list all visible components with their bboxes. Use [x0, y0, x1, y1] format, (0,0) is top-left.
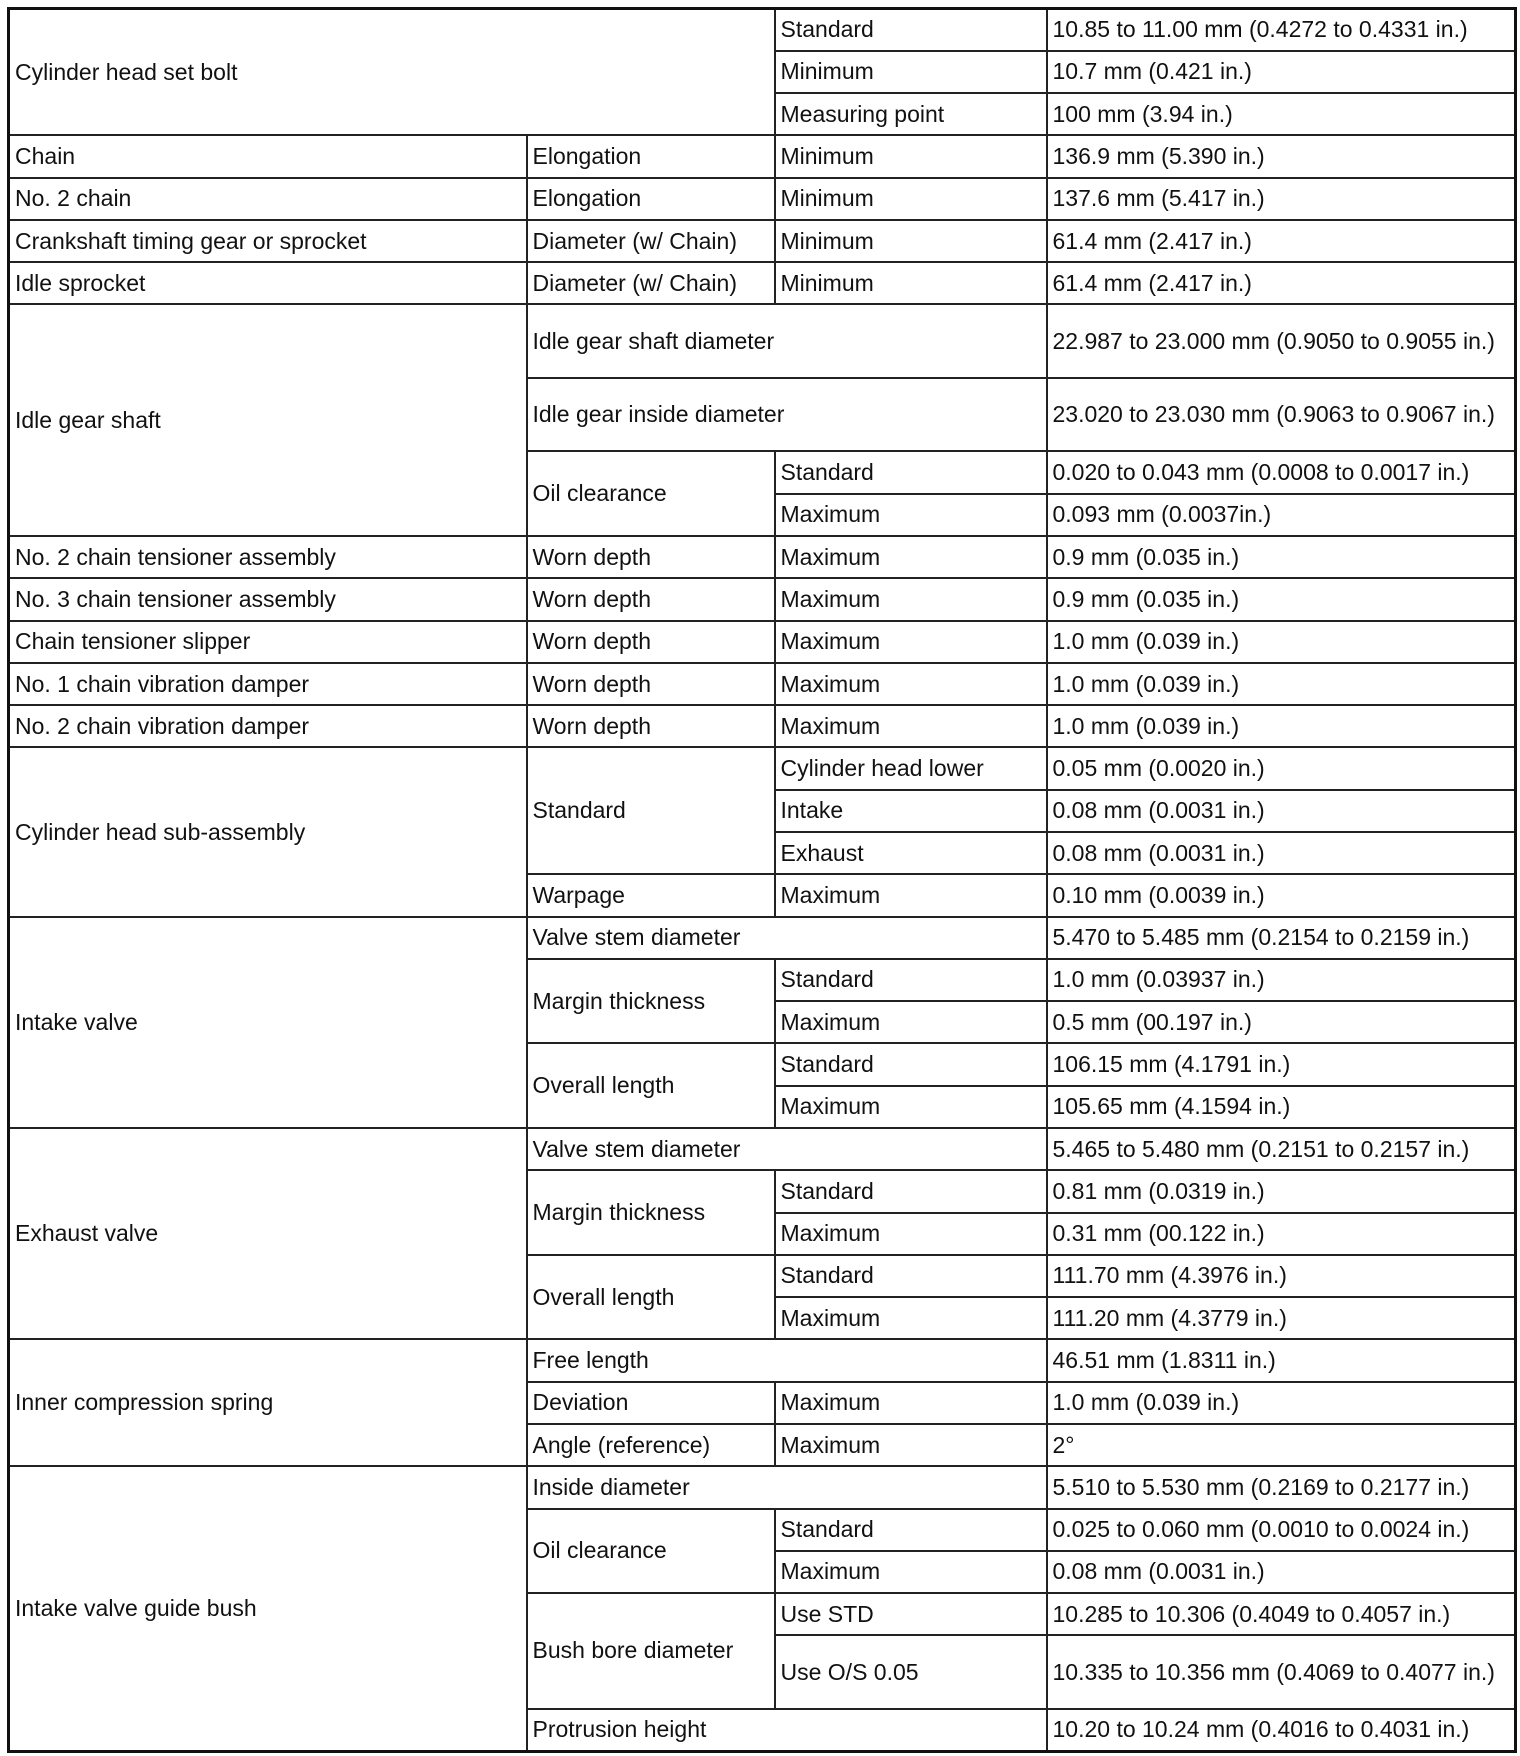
sub-cell: Overall length: [527, 1043, 775, 1128]
sub-cell: Deviation: [527, 1382, 775, 1424]
value-cell: 0.31 mm (00.122 in.): [1047, 1213, 1516, 1255]
type-cell: Maximum: [775, 1086, 1047, 1128]
item-cell: Cylinder head sub-assembly: [9, 747, 527, 916]
type-cell: Standard: [775, 9, 1047, 51]
type-cell: Maximum: [775, 1001, 1047, 1043]
table-row: [9, 304, 1516, 378]
type-cell: Maximum: [775, 1424, 1047, 1466]
value-cell: 2°: [1047, 1424, 1516, 1466]
value-cell: 105.65 mm (4.1594 in.): [1047, 1086, 1516, 1128]
sub-cell: Worn depth: [527, 705, 775, 747]
table-row: [9, 1339, 1516, 1381]
sub-cell: Protrusion height: [527, 1709, 1047, 1752]
item-cell: Intake valve guide bush: [9, 1466, 527, 1751]
value-cell: 0.08 mm (0.0031 in.): [1047, 1551, 1516, 1593]
sub-cell: Worn depth: [527, 536, 775, 578]
sub-cell: Idle gear inside diameter: [527, 378, 1047, 452]
value-cell: 10.285 to 10.306 (0.4049 to 0.4057 in.): [1047, 1593, 1516, 1635]
type-cell: Standard: [775, 1255, 1047, 1297]
table-row: [9, 262, 1516, 304]
table-row: [9, 578, 1516, 620]
item-cell: No. 2 chain vibration damper: [9, 705, 527, 747]
sub-cell: Margin thickness: [527, 959, 775, 1044]
type-cell: Standard: [775, 1170, 1047, 1212]
item-cell: Idle sprocket: [9, 262, 527, 304]
value-cell: 61.4 mm (2.417 in.): [1047, 262, 1516, 304]
type-cell: Maximum: [775, 578, 1047, 620]
value-cell: 10.20 to 10.24 mm (0.4016 to 0.4031 in.): [1047, 1709, 1516, 1752]
value-cell: 0.10 mm (0.0039 in.): [1047, 874, 1516, 916]
value-cell: 0.5 mm (00.197 in.): [1047, 1001, 1516, 1043]
item-cell: Intake valve: [9, 917, 527, 1128]
value-cell: 137.6 mm (5.417 in.): [1047, 178, 1516, 220]
type-cell: Maximum: [775, 621, 1047, 663]
type-cell: Minimum: [775, 178, 1047, 220]
type-cell: Use O/S 0.05: [775, 1635, 1047, 1709]
type-cell: Minimum: [775, 220, 1047, 262]
sub-cell: Valve stem diameter: [527, 917, 1047, 959]
value-cell: 10.335 to 10.356 mm (0.4069 to 0.4077 in.): [1047, 1635, 1516, 1709]
value-cell: 0.093 mm (0.0037in.): [1047, 494, 1516, 536]
value-cell: 23.020 to 23.030 mm (0.9063 to 0.9067 in.): [1047, 378, 1516, 452]
item-cell: Idle gear shaft: [9, 304, 527, 536]
table-row: [9, 747, 1516, 789]
value-cell: 22.987 to 23.000 mm (0.9050 to 0.9055 in.): [1047, 304, 1516, 378]
sub-cell: Warpage: [527, 874, 775, 916]
value-cell: 1.0 mm (0.039 in.): [1047, 663, 1516, 705]
item-cell: No. 1 chain vibration damper: [9, 663, 527, 705]
sub-cell: Worn depth: [527, 621, 775, 663]
type-cell: Maximum: [775, 536, 1047, 578]
type-cell: Maximum: [775, 1382, 1047, 1424]
table-row: [9, 9, 1516, 51]
table-row: [9, 663, 1516, 705]
value-cell: 0.020 to 0.043 mm (0.0008 to 0.0017 in.): [1047, 451, 1516, 493]
type-cell: Maximum: [775, 663, 1047, 705]
type-cell: Exhaust: [775, 832, 1047, 874]
sub-cell: Bush bore diameter: [527, 1593, 775, 1709]
value-cell: 0.05 mm (0.0020 in.): [1047, 747, 1516, 789]
sub-cell: Diameter (w/ Chain): [527, 220, 775, 262]
value-cell: 5.465 to 5.480 mm (0.2151 to 0.2157 in.): [1047, 1128, 1516, 1170]
item-cell: Cylinder head set bolt: [9, 9, 775, 136]
table-row: [9, 178, 1516, 220]
value-cell: 10.7 mm (0.421 in.): [1047, 51, 1516, 93]
item-cell: Exhaust valve: [9, 1128, 527, 1339]
sub-cell: Elongation: [527, 178, 775, 220]
value-cell: 0.9 mm (0.035 in.): [1047, 578, 1516, 620]
sub-cell: Standard: [527, 747, 775, 874]
value-cell: 61.4 mm (2.417 in.): [1047, 220, 1516, 262]
type-cell: Minimum: [775, 51, 1047, 93]
sub-cell: Oil clearance: [527, 1509, 775, 1594]
value-cell: 0.08 mm (0.0031 in.): [1047, 832, 1516, 874]
sub-cell: Elongation: [527, 135, 775, 177]
value-cell: 0.9 mm (0.035 in.): [1047, 536, 1516, 578]
value-cell: 0.025 to 0.060 mm (0.0010 to 0.0024 in.): [1047, 1509, 1516, 1551]
sub-cell: Inside diameter: [527, 1466, 1047, 1508]
sub-cell: Free length: [527, 1339, 1047, 1381]
value-cell: 46.51 mm (1.8311 in.): [1047, 1339, 1516, 1381]
type-cell: Intake: [775, 790, 1047, 832]
item-cell: Crankshaft timing gear or sprocket: [9, 220, 527, 262]
sub-cell: Oil clearance: [527, 451, 775, 536]
value-cell: 106.15 mm (4.1791 in.): [1047, 1043, 1516, 1085]
sub-cell: Overall length: [527, 1255, 775, 1340]
type-cell: Maximum: [775, 1551, 1047, 1593]
item-cell: Inner compression spring: [9, 1339, 527, 1466]
value-cell: 0.08 mm (0.0031 in.): [1047, 790, 1516, 832]
value-cell: 111.20 mm (4.3779 in.): [1047, 1297, 1516, 1339]
value-cell: 0.81 mm (0.0319 in.): [1047, 1170, 1516, 1212]
type-cell: Maximum: [775, 1213, 1047, 1255]
value-cell: 100 mm (3.94 in.): [1047, 93, 1516, 135]
table-row: [9, 135, 1516, 177]
sub-cell: Diameter (w/ Chain): [527, 262, 775, 304]
table-row: [9, 705, 1516, 747]
value-cell: 136.9 mm (5.390 in.): [1047, 135, 1516, 177]
value-cell: 111.70 mm (4.3976 in.): [1047, 1255, 1516, 1297]
type-cell: Maximum: [775, 494, 1047, 536]
table-row: [9, 1466, 1516, 1508]
item-cell: Chain tensioner slipper: [9, 621, 527, 663]
type-cell: Standard: [775, 1043, 1047, 1085]
value-cell: 1.0 mm (0.03937 in.): [1047, 959, 1516, 1001]
type-cell: Maximum: [775, 874, 1047, 916]
item-cell: No. 2 chain: [9, 178, 527, 220]
table-row: [9, 536, 1516, 578]
value-cell: 1.0 mm (0.039 in.): [1047, 705, 1516, 747]
sub-cell: Worn depth: [527, 663, 775, 705]
table-row: [9, 621, 1516, 663]
item-cell: Chain: [9, 135, 527, 177]
sub-cell: Idle gear shaft diameter: [527, 304, 1047, 378]
type-cell: Minimum: [775, 135, 1047, 177]
table-row: [9, 1128, 1516, 1170]
table-row: [9, 220, 1516, 262]
spec-table: [7, 7, 1517, 1753]
value-cell: 1.0 mm (0.039 in.): [1047, 621, 1516, 663]
sub-cell: Valve stem diameter: [527, 1128, 1047, 1170]
type-cell: Standard: [775, 451, 1047, 493]
item-cell: No. 2 chain tensioner assembly: [9, 536, 527, 578]
sub-cell: Angle (reference): [527, 1424, 775, 1466]
table-row: [9, 917, 1516, 959]
value-cell: 5.470 to 5.485 mm (0.2154 to 0.2159 in.): [1047, 917, 1516, 959]
value-cell: 5.510 to 5.530 mm (0.2169 to 0.2177 in.): [1047, 1466, 1516, 1508]
type-cell: Use STD: [775, 1593, 1047, 1635]
type-cell: Standard: [775, 1509, 1047, 1551]
type-cell: Maximum: [775, 705, 1047, 747]
type-cell: Standard: [775, 959, 1047, 1001]
type-cell: Maximum: [775, 1297, 1047, 1339]
type-cell: Cylinder head lower: [775, 747, 1047, 789]
sub-cell: Worn depth: [527, 578, 775, 620]
type-cell: Measuring point: [775, 93, 1047, 135]
value-cell: 10.85 to 11.00 mm (0.4272 to 0.4331 in.): [1047, 9, 1516, 51]
sub-cell: Margin thickness: [527, 1170, 775, 1255]
type-cell: Minimum: [775, 262, 1047, 304]
value-cell: 1.0 mm (0.039 in.): [1047, 1382, 1516, 1424]
item-cell: No. 3 chain tensioner assembly: [9, 578, 527, 620]
